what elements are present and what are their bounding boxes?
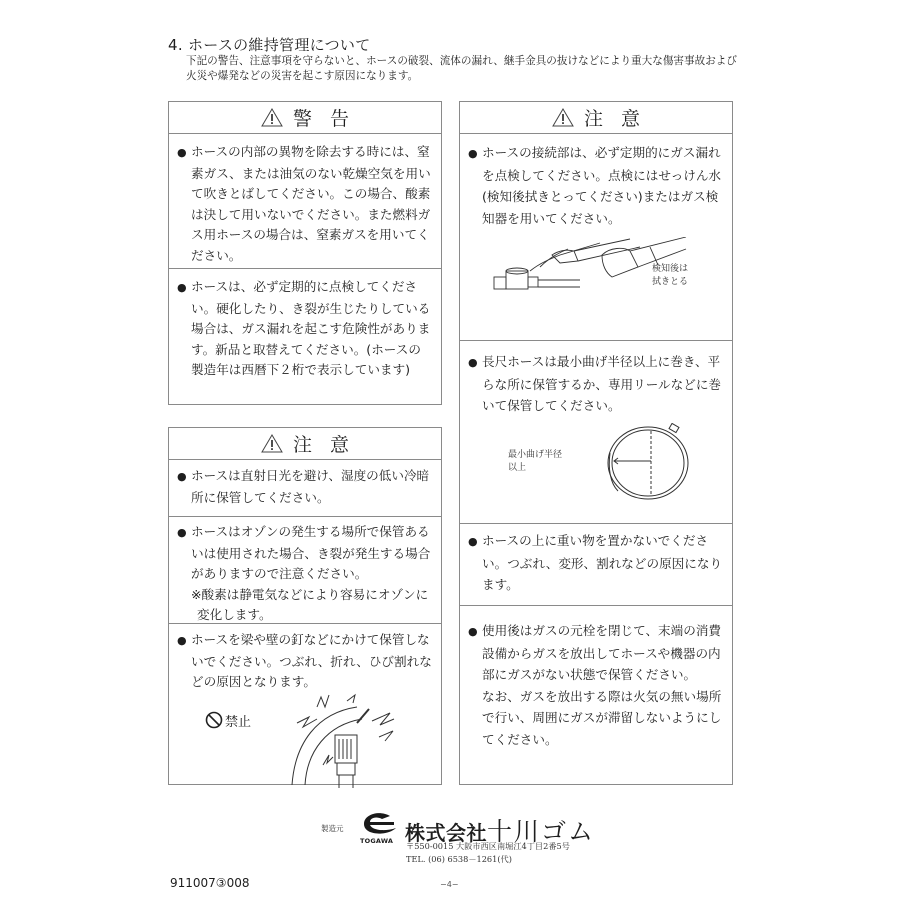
caution-item <box>169 623 441 788</box>
section-intro: 下記の警告、注意事項を守らないと、ホースの破裂、流体の漏れ、継手金具の抜けなどにより重大な傷害事故および火災や爆発などの災害を起こす原因になります。 <box>186 55 737 82</box>
company-address: 〒550-0015 大阪市西区南堀江4丁目2番5号 <box>406 841 570 851</box>
bend-radius-caption: 最小曲げ半径 以上 <box>508 449 563 473</box>
caution-item <box>169 466 441 508</box>
warning-box-title: 警告 <box>292 108 367 130</box>
page-number: −4− <box>440 880 459 889</box>
coiled-hose-illustration <box>606 423 696 503</box>
warning-item-text: ホースは、必ず定期的に点検してください。硬化したり、き裂が生じたりしている場合は、ガス漏れを起こす危険性があります。新品と取替えてください。(ホースの製造年は西暦下２桁で表示しています) <box>191 279 431 377</box>
bullet: ● <box>177 470 187 483</box>
bullet: ● <box>177 526 187 539</box>
bullet: ● <box>177 634 187 647</box>
togawa-logo <box>360 810 400 845</box>
caution-box-left <box>168 427 442 785</box>
caution-item-note: ※酸素は静電気などにより容易にオゾンに変化します。 <box>191 586 429 622</box>
caution-item <box>169 516 441 626</box>
company-name: 株式会社十川ゴム <box>405 817 596 846</box>
warning-item <box>169 142 441 266</box>
caution-item-text: ホースはオゾンの発生する場所で保管あるいは使用された場合、き裂が発生する場合がありますので注意ください。 <box>191 524 431 581</box>
caution-item-text-2: なお、ガスを放出する際は火気の無い場所で行い、周囲にガスが滞留しないようにしてください。 <box>482 688 722 747</box>
caution-box-right <box>459 101 733 785</box>
warning-triangle-icon <box>261 434 283 453</box>
section-title: 4. ホースの維持管理について <box>168 36 371 54</box>
prohibited-icon <box>205 711 223 729</box>
caution-box-header <box>460 102 732 134</box>
caution-box-header <box>169 428 441 460</box>
caution-box-title: 注意 <box>583 108 658 130</box>
caution-item-text: ホースは直射日光を避け、湿度の低い冷暗所に保管してください。 <box>191 468 430 505</box>
caution-box-title: 注意 <box>292 434 367 456</box>
warning-triangle-icon <box>552 108 574 127</box>
prohibited-label: 禁止 <box>205 711 251 730</box>
warning-item-text: ホースの内部の異物を除去する時には、窒素ガス、または油気のない乾燥空気を用いて吹きとばしてください。この場合、酸素は決して用いないでください。また燃料ガス用ホースの場合は、窒素ガスを用いてください。 <box>191 144 431 263</box>
caution-item-text: 使用後はガスの元栓を閉じて、末端の消費設備からガスを放出してホースや機器の内部にガスがない状態で保管ください。 <box>482 623 722 682</box>
caution-item <box>460 605 732 750</box>
warning-triangle-icon <box>261 108 283 127</box>
caution-item <box>460 523 732 596</box>
maker-label: 製造元 <box>321 824 344 833</box>
caution-item <box>460 142 732 299</box>
document-code: 911007③008 <box>170 876 250 890</box>
warning-item <box>169 268 441 381</box>
bullet: ● <box>468 625 478 638</box>
bullet: ● <box>468 356 478 369</box>
caution-item-text: ホースの接続部は、必ず定期的にガス漏れを点検してください。点検にはせっけん水(検知後拭きとってください)またはガス検知器を用いてください。 <box>482 145 722 226</box>
caution-item <box>460 340 732 527</box>
bullet: ● <box>177 146 187 159</box>
warning-box <box>168 101 442 405</box>
bullet: ● <box>468 535 478 548</box>
hose-on-nail-illustration <box>287 693 407 788</box>
caution-item-text: 長尺ホースは最小曲げ半径以上に巻き、平らな所に保管するか、専用リールなどに巻いて保管してください。 <box>482 354 722 413</box>
bullet: ● <box>468 147 478 160</box>
caution-item-text: ホースを梁や壁の釘などにかけて保管しないでください。つぶれ、折れ、ひび割れなどの原因となります。 <box>191 632 432 689</box>
caution-item-text: ホースの上に重い物を置かないでください。つぶれ、変形、割れなどの原因になります。 <box>482 533 723 592</box>
logo-text: TOGAWA <box>360 837 394 845</box>
bullet: ● <box>177 281 187 294</box>
leak-check-caption: 検知後は 拭きとる <box>652 264 689 287</box>
warning-box-header <box>169 102 441 134</box>
company-tel: TEL. (06) 6538－1261(代) <box>406 854 512 864</box>
